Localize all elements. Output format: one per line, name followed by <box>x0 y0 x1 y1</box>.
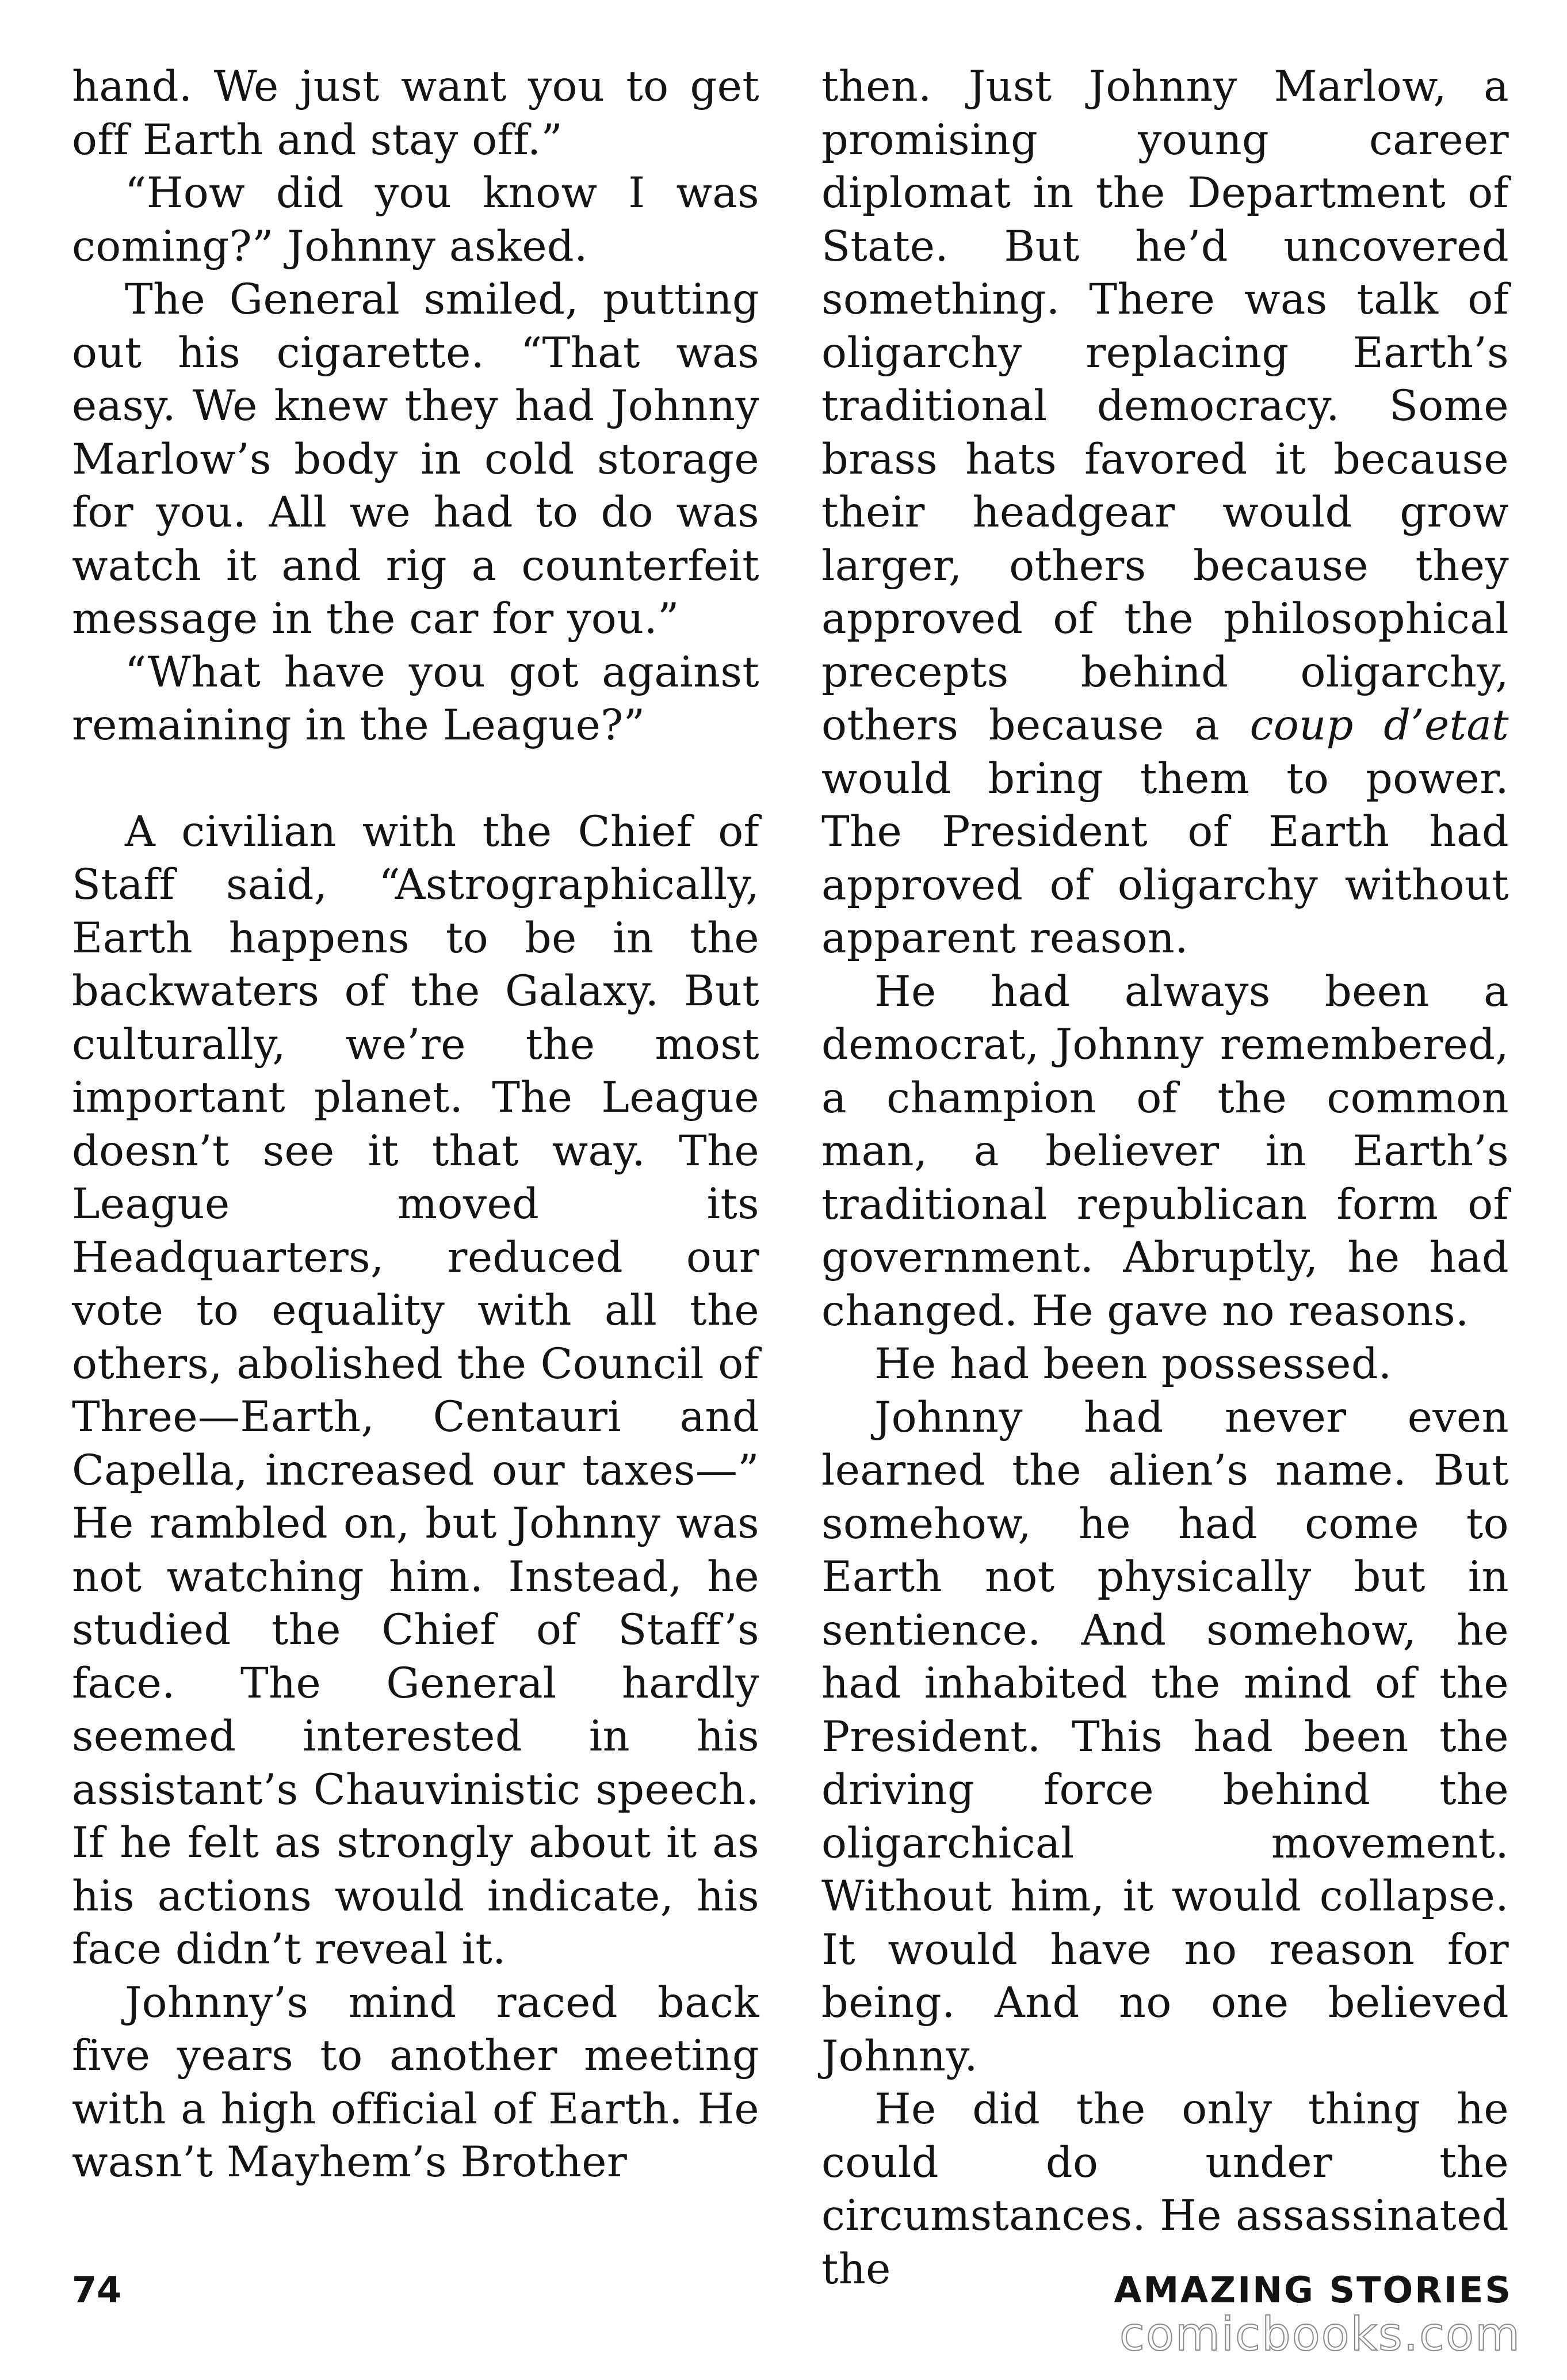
paragraph: He did the only thing he could do under the circumstances. He assassinated the <box>821 2085 1509 2294</box>
paragraph: “How did you know I was coming?” Johnny asked. <box>72 169 759 271</box>
paragraph: He had been possessed. <box>874 1340 1392 1389</box>
right-text-column <box>821 60 1509 2296</box>
watermark: comicbooks.com <box>1119 2307 1521 2361</box>
paragraph: He had always been a democrat, Johnny remembered, a champion of the common man, a believer in Earth’s traditional republican form of government. Abruptly, he had changed. He gave no reasons. <box>821 967 1509 1336</box>
paragraph-text-before-italic: then. Just Johnny Marlow, a promising young career diplomat in the Department of State. But he’d uncovered something. There was talk of oligarchy replacing Earth’s traditional democracy. Some brass hats favored it because their headgear would grow larger, others because they approved of the philosophical precepts behind oligarchy, others because a <box>821 62 1509 750</box>
paragraph: Johnny had never even learned the alien’s name. But somehow, he had come to Earth not physically but in sentience. And somehow, he had inhabited the mind of the President. This had been the driving force behind the oligarchical movement. Without him, it would collapse. It would have no reason for being. And no one believed Johnny. <box>821 1393 1509 2081</box>
magazine-title: AMAZING STORIES <box>1114 2269 1512 2311</box>
italic-phrase: coup d’etat <box>1249 701 1509 750</box>
left-text-column <box>72 60 759 2190</box>
paragraph-text-after-italic: would bring them to power. The President of Earth had approved of oligarchy without apparent reason. <box>821 754 1509 963</box>
paragraph: “What have you got against remaining in the League?” <box>72 647 759 750</box>
page-number: 74 <box>72 2269 122 2311</box>
paragraph: A civilian with the Chief of Staff said, “Astrographically, Earth happens to be in the backwaters of the Galaxy. But culturally, we’re the most important planet. The League doesn’t see it that way. The League moved its Headquarters, reduced our vote to equality with all the others, abolished the Council of Three—Earth, Centauri and Capella, increased our taxes—” He rambled on, but Johnny was not watching him. Instead, he studied the Chief of Staff’s face. The General hardly seemed interested in his assistant’s Chauvinistic speech. If he felt as strongly about it as his actions would indicate, his face didn’t reveal it. <box>72 807 759 1974</box>
paragraph: hand. We just want you to get off Earth and stay off.” <box>72 62 759 165</box>
paragraph-with-italic <box>821 60 1509 966</box>
paragraph: The General smiled, putting out his cigarette. “That was easy. We knew they had Johnny Marlow’s body in cold storage for you. All we had to do was watch it and rig a counterfeit message in the car for you.” <box>72 275 759 643</box>
paragraph: Johnny’s mind raced back five years to another meeting with a high official of Earth. He wasn’t Mayhem’s Brother <box>72 1978 759 2187</box>
